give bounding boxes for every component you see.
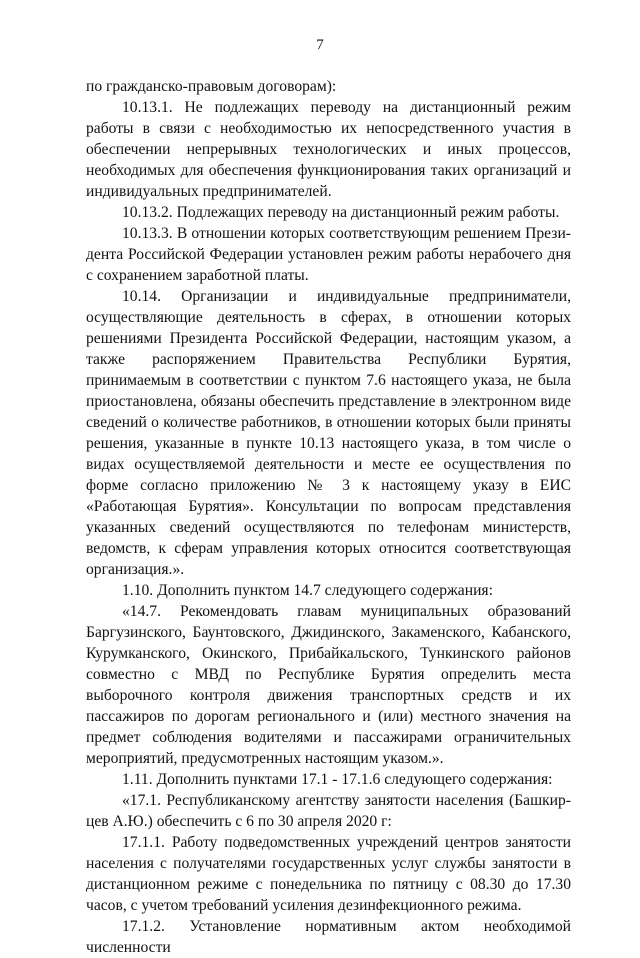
- paragraph: «14.7. Рекомендовать главам муниципальных образований Баргузинского, Баунтовского, Джидинского, Закаменского, Кабанского, Курумканского, Окинского, Прибайкальского, Тункинского районов совместно с МВД по Республике Бурятия определить места выборочного контроля движения транспортных средств и их пассажиров по дорогам регионального и (или) местного значения на предмет соблюдения водителями и пассажирами ограничительных мероприятий, предусмотренных настоящим указом.».: [86, 603, 571, 767]
- paragraph: 1.10. Дополнить пунктом 14.7 следующего содержания:: [122, 582, 493, 599]
- page-number: 7: [316, 37, 324, 53]
- document-body: [86, 76, 571, 958]
- paragraph: 10.14. Организации и индивидуальные предприниматели, осуществляющие деятельность в сферах, в отношении которых решениями Президента Российской Федерации, настоящим указом, а также распоряжением Правительства Республики Бурятия, принимаемым в соответствии с пунктом 7.6 настоящего указа, не была приостановлена, обязаны обеспечить представление в электронном виде сведений о количестве работников, в отношении которых были приняты решения, указанные в пункте 10.13 настоящего указа, в том числе о видах осуществляемой деятельности и месте ее осуществления по форме согласно приложению № 3 к настоящему указу в ЕИС «Работающая Бурятия». Консультации по вопросам представления указанных сведений осуществляются по телефонам министерств, ведомств, к сферам управления которых относится соответствующая организация.».: [86, 288, 571, 578]
- paragraph: 17.1.1. Работу подведомственных учреждений центров занятости населения с получателями государственных услуг службы занятости в дистанционном режиме с понедельника по пятницу с 08.30 до 17.30 часов, с учетом требований усиления дезинфекционного режима.: [86, 834, 571, 914]
- paragraph: 1.11. Дополнить пунктами 17.1 - 17.1.6 следующего содержания:: [122, 771, 553, 788]
- paragraph: «17.1. Республиканскому агентству занятости населения (Башкирцев А.Ю.) обеспечить с 6 по 30 апреля 2020 г:: [86, 792, 571, 830]
- paragraph: 17.1.2. Установление нормативным актом необходимой численности: [86, 918, 571, 956]
- paragraph: по гражданско-правовым договорам):: [86, 78, 337, 95]
- paragraph: 10.13.2. Подлежащих переводу на дистанционный режим работы.: [122, 204, 560, 221]
- paragraph: 10.13.3. В отношении которых соответствующим решением Президента Российской Федерации установлен режим работы нерабочего дня с сохранением заработной платы.: [86, 225, 571, 284]
- paragraph: 10.13.1. Не подлежащих переводу на дистанционный режим работы в связи с необходимостью их непосредственного участия в обеспечении непрерывных технологических и иных процессов, необходимых для обеспечения функционирования таких организаций и индивидуальных предпринимателей.: [86, 99, 571, 200]
